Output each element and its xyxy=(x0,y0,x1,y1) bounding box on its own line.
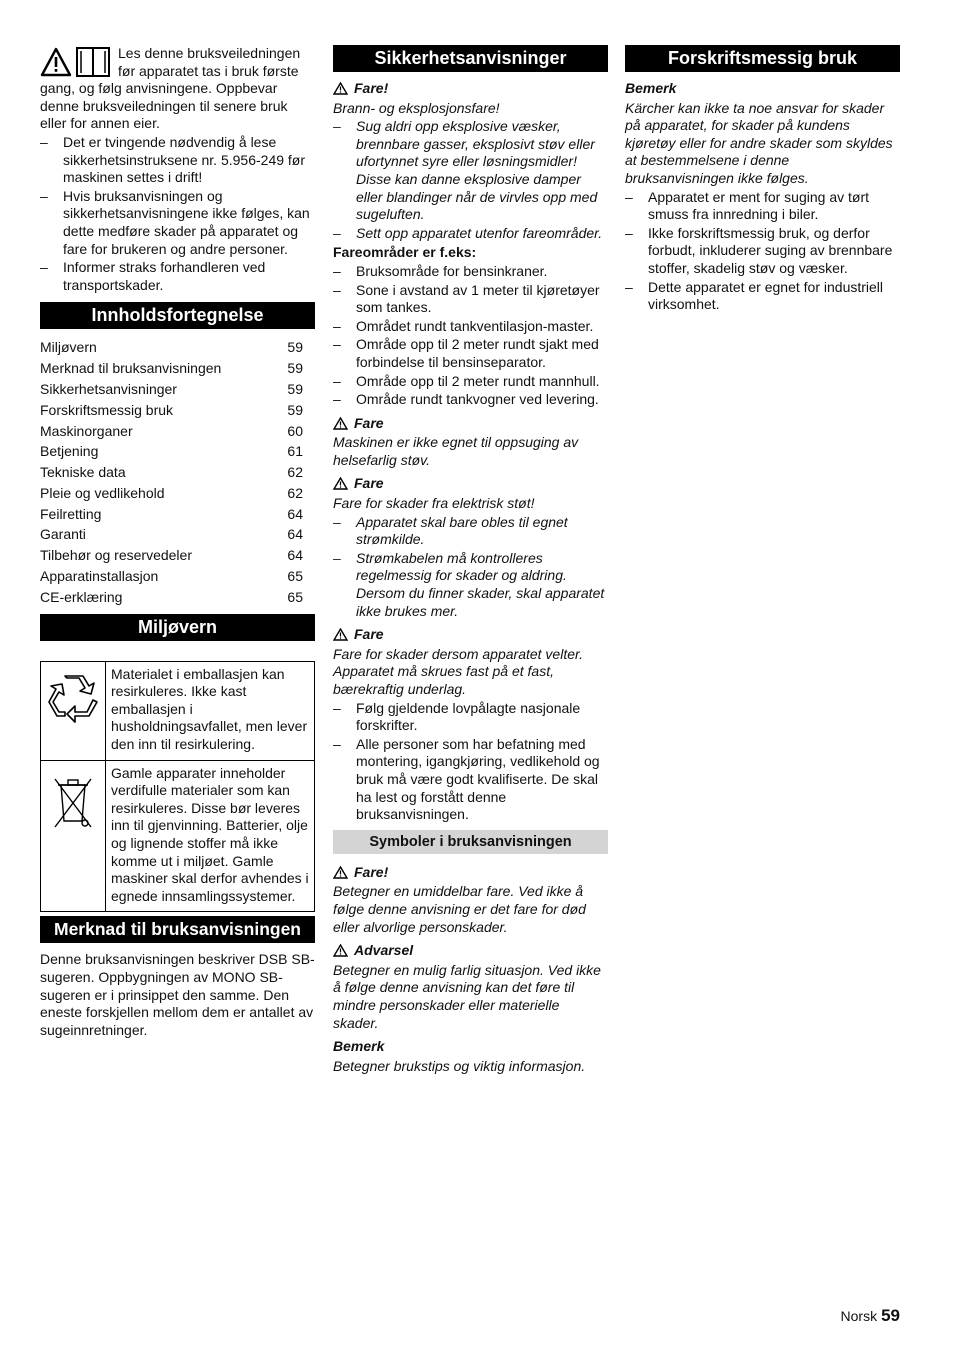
bemerk-label: Bemerk xyxy=(333,1038,385,1055)
intro-block xyxy=(40,45,315,294)
toc-label: Sikkerhetsanvisninger xyxy=(40,380,177,397)
area-item: – Bruksområde for bensinkraner. xyxy=(333,263,608,281)
area-item: – Område opp til 2 meter rundt sjakt med forbindelse til bensinseparator. xyxy=(333,336,608,371)
fare-label xyxy=(333,475,608,493)
intro-bullet: – Det er tvingende nødvendig å lese sikkerhetsinstruksene nr. 5.956-249 før maskinen settes i drift! xyxy=(40,134,315,187)
env-text-cell: Gamle apparater inneholder verdifulle materialer som kan resirkuleres. Disse bør leveres inn til gjenvinning. Batterier, olje og lignende stoffer må ikke komme ut i miljøet. Gamle maskiner skal derfor avhendes i egnede innsamlingssystemer. xyxy=(106,760,315,912)
env-text-cell: Materialet i emballasjen kan resirkuleres. Ikke kast emballasjen i husholdningsavfallet, men lever den inn til resirkulering. xyxy=(106,661,315,760)
fare-label-text: Fare xyxy=(354,414,384,431)
toc-row[interactable] xyxy=(40,524,315,545)
toc-row[interactable] xyxy=(40,337,315,358)
toc-label: Feilretting xyxy=(40,505,102,522)
toc-row[interactable] xyxy=(40,483,315,504)
intro-bullet: – Hvis bruksanvisningen og sikkerhetsanvisningene ikke følges, kan dette medføre skader på apparatet og fare for brukeren og andre personer. xyxy=(40,188,315,258)
warning-triangle-icon xyxy=(333,417,348,430)
env-row xyxy=(41,760,315,912)
toc-row[interactable] xyxy=(40,379,315,400)
fare-bullet: – Apparatet skal bare obles til egnet strømkilde. xyxy=(333,514,608,549)
toc-page: 62 xyxy=(287,464,303,481)
toc-row[interactable] xyxy=(40,462,315,483)
env-table xyxy=(40,661,315,913)
toc-label: Apparatinstallasjon xyxy=(40,568,159,585)
toc-label: Merknad til bruksanvisningen xyxy=(40,360,222,377)
toc-label: CE-erklæring xyxy=(40,588,123,605)
fare-bullet: – Sug aldri opp eksplosive væsker, brennbare gasser, eksplosivt støv eller ufortynnet syre eller løsningsmidler! Disse kan danne eksplosive damper eller blandinger når de virvles opp med sugeluften. xyxy=(333,118,608,224)
fare-text: Betegner en umiddelbar fare. Ved ikke å følge denne anvisning er det fare for død eller alvorlige personskader. xyxy=(333,883,586,935)
area-item: – Sone i avstand av 1 meter til kjøretøyer som tankes. xyxy=(333,282,608,317)
manual-book-icon xyxy=(76,47,110,77)
toc-page: 59 xyxy=(287,380,303,397)
safety-heading: Sikkerhetsanvisninger xyxy=(333,45,608,72)
fare-bullet: – Følg gjeldende lovpålagte nasjonale forskrifter. xyxy=(333,700,608,735)
fare-text: Fare for skader dersom apparatet velter. Apparatet må skrues fast på et fast, bærekraftig underlag. xyxy=(333,645,584,697)
bemerk-text: Betegner brukstips og viktig informasjon. xyxy=(333,1057,586,1074)
warning-triangle-icon xyxy=(40,47,72,77)
usage-bullet: – Apparatet er ment for suging av tørt smuss fra innredning i biler. xyxy=(625,189,900,224)
areas-label: Fareområder er f.eks: xyxy=(333,244,477,261)
toc-page: 59 xyxy=(287,401,303,418)
toc-label: Garanti xyxy=(40,526,86,543)
env-icon-cell xyxy=(41,661,106,760)
toc-page: 65 xyxy=(287,588,303,605)
area-item: – Område opp til 2 meter rundt mannhull. xyxy=(333,373,608,391)
left-column xyxy=(40,45,315,1039)
warning-triangle-icon xyxy=(333,866,348,879)
toc-row[interactable] xyxy=(40,421,315,442)
fare-bullet: – Sett opp apparatet utenfor fareområder. xyxy=(333,225,608,243)
warning-triangle-icon xyxy=(333,477,348,490)
toc-label: Pleie og vedlikehold xyxy=(40,484,165,501)
fare-label xyxy=(333,864,608,882)
toc-row[interactable] xyxy=(40,587,315,608)
intro-text: Les denne bruksveiledningen før apparatet tas i bruk første gang, og følg anvisningene. Oppbevar denne bruksveiledningen til senere bruk eller for annen eier. xyxy=(40,45,301,132)
fare-label xyxy=(333,80,608,98)
toc-page: 59 xyxy=(287,360,303,377)
toc-row[interactable] xyxy=(40,566,315,587)
toc-page: 62 xyxy=(287,484,303,501)
env-heading: Miljøvern xyxy=(40,614,315,641)
toc-page: 64 xyxy=(287,526,303,543)
toc-row[interactable] xyxy=(40,358,315,379)
toc-page: 65 xyxy=(287,568,303,585)
toc-label: Tilbehør og reservedeler xyxy=(40,547,192,564)
toc-label: Betjening xyxy=(40,443,99,460)
toc-row[interactable] xyxy=(40,400,315,421)
fare-text: Fare for skader fra elektrisk støt! xyxy=(333,495,535,512)
symbols-heading: Symboler i bruksanvisningen xyxy=(333,830,608,854)
advarsel-text: Betegner en mulig farlig situasjon. Ved ikke å følge denne anvisning kan det føre til mindre personskader eller materielle skader. xyxy=(333,961,601,1031)
area-item: – Område rundt tankvogner ved levering. xyxy=(333,391,608,409)
fare-label-text: Fare! xyxy=(354,863,389,880)
middle-column xyxy=(333,45,608,1075)
usage-bullet: – Ikke forskriftsmessig bruk, og derfor forbudt, inkluderer suging av brennbare stoffer, skadelig støv og væsker. xyxy=(625,225,900,278)
toc-page: 59 xyxy=(287,339,303,356)
page-footer xyxy=(841,1307,900,1326)
warning-triangle-icon xyxy=(333,82,348,95)
fare-bullet: – Alle personer som har befatning med montering, igangkjøring, vedlikehold og bruk må være godt kvalifiserte. De skal ha lest og forstått denne bruksanvisningen. xyxy=(333,736,608,824)
usage-bullet: – Dette apparatet er egnet for industriell virksomhet. xyxy=(625,279,900,314)
env-icon-cell xyxy=(41,760,106,912)
bemerk-text: Kärcher kan ikke ta noe ansvar for skader på apparatet, for skader på kundens kjøretøy eller for andre skader som skyldes at bestemmelsene i denne bruksanvisningen ikke følges. xyxy=(625,99,893,186)
toc-page: 64 xyxy=(287,547,303,564)
toc-label: Forskriftsmessig bruk xyxy=(40,401,174,418)
toc-label: Maskinorganer xyxy=(40,422,133,439)
warning-triangle-icon xyxy=(333,944,348,957)
fare-label-text: Fare xyxy=(354,626,384,643)
bemerk-label: Bemerk xyxy=(625,80,677,96)
footer-language: Norsk xyxy=(840,1308,878,1324)
page-number: 59 xyxy=(881,1306,900,1325)
advarsel-label xyxy=(333,942,608,960)
crossed-bin-icon xyxy=(47,771,99,831)
fare-label-text: Fare! xyxy=(354,80,389,96)
fare-text: Maskinen er ikke egnet til oppsuging av helsefarlig støv. xyxy=(333,434,579,468)
note-text: Denne bruksanvisningen beskriver DSB SB-sugeren. Oppbygningen av MONO SB-sugeren er i prinsippet den samme. Den eneste forskjellen mellom dem er antallet av sugeinnretninger. xyxy=(40,951,315,1038)
intro-bullet: – Informer straks forhandleren ved transportskader. xyxy=(40,259,315,294)
toc-label: Miljøvern xyxy=(40,339,97,356)
toc-label: Tekniske data xyxy=(40,464,126,481)
fare-label xyxy=(333,415,608,433)
warning-triangle-icon xyxy=(333,628,348,641)
area-item: – Området rundt tankventilasjon-master. xyxy=(333,318,608,336)
fare-label xyxy=(333,626,608,644)
toc-heading: Innholdsfortegnelse xyxy=(40,302,315,329)
right-column xyxy=(625,45,900,315)
toc-page: 64 xyxy=(287,505,303,522)
advarsel-label-text: Advarsel xyxy=(354,942,414,959)
toc-row[interactable] xyxy=(40,441,315,462)
usage-heading: Forskriftsmessig bruk xyxy=(625,45,900,72)
toc-row[interactable] xyxy=(40,504,315,525)
recycle-icon xyxy=(47,672,99,724)
toc-list xyxy=(40,337,315,607)
toc-row[interactable] xyxy=(40,545,315,566)
fare-text: Brann- og eksplosjonsfare! xyxy=(333,99,500,116)
note-heading: Merknad til bruksanvisningen xyxy=(40,916,315,943)
fare-bullet: – Strømkabelen må kontrolleres regelmessig for skader og aldring. Dersom du finner skader, skal apparatet ikke brukes mer. xyxy=(333,550,608,620)
fare-label-text: Fare xyxy=(354,475,384,492)
intro-icons xyxy=(40,47,110,77)
toc-page: 60 xyxy=(287,422,303,439)
env-row xyxy=(41,661,315,760)
toc-page: 61 xyxy=(287,443,303,460)
